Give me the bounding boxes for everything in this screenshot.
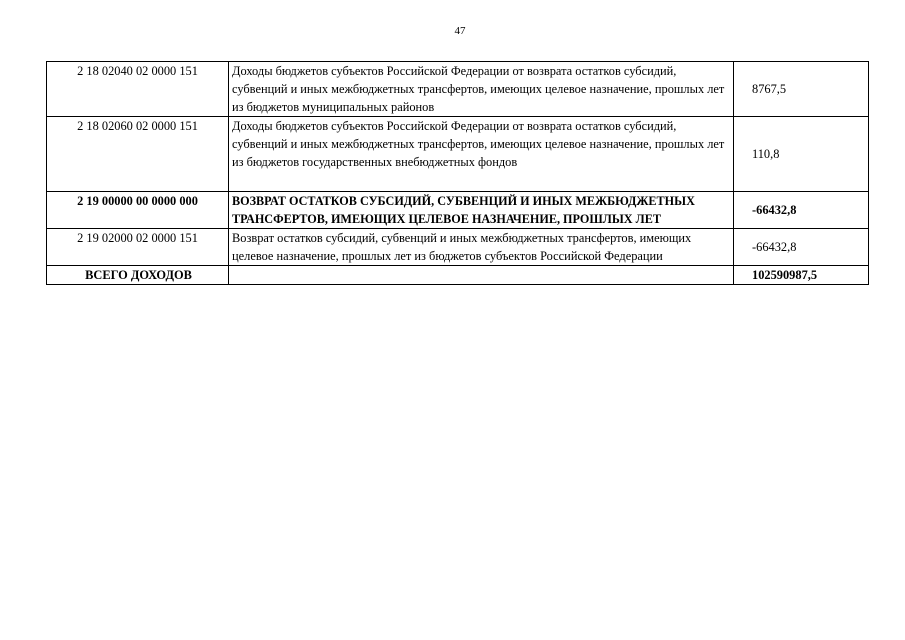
- amount-cell: -66432,8: [734, 229, 869, 266]
- budget-code-cell: 2 19 02000 02 0000 151: [47, 229, 229, 266]
- budget-code-cell: 2 18 02060 02 0000 151: [47, 117, 229, 192]
- revenue-table: [46, 61, 869, 285]
- description-cell: Доходы бюджетов субъектов Российской Федерации от возврата остатков субсидий, субвенций и иных межбюджетных трансфертов, имеющих целевое назначение, прошлых лет из бюджетов муниципальных районов: [229, 62, 734, 117]
- description-cell: Доходы бюджетов субъектов Российской Федерации от возврата остатков субсидий, субвенций и иных межбюджетных трансфертов, имеющих целевое назначение, прошлых лет из бюджетов государственных внебюджетных фондов: [229, 117, 734, 192]
- table-row: [47, 229, 869, 266]
- table-row: [47, 62, 869, 117]
- total-label-cell: ВСЕГО ДОХОДОВ: [47, 266, 229, 285]
- total-description-cell: [229, 266, 734, 285]
- amount-cell: 8767,5: [734, 62, 869, 117]
- budget-code-cell: 2 19 00000 00 0000 000: [47, 192, 229, 229]
- amount-cell: -66432,8: [734, 192, 869, 229]
- table-row: [47, 117, 869, 192]
- budget-code-cell: 2 18 02040 02 0000 151: [47, 62, 229, 117]
- table-row: [47, 192, 869, 229]
- description-cell: ВОЗВРАТ ОСТАТКОВ СУБСИДИЙ, СУБВЕНЦИЙ И ИНЫХ МЕЖБЮДЖЕТНЫХ ТРАНСФЕРТОВ, ИМЕЮЩИХ ЦЕЛЕВОЕ НАЗНАЧЕНИЕ, ПРОШЛЫХ ЛЕТ: [229, 192, 734, 229]
- description-cell: Возврат остатков субсидий, субвенций и иных межбюджетных трансфертов, имеющих целевое назначение, прошлых лет из бюджетов субъектов Российской Федерации: [229, 229, 734, 266]
- total-row: [47, 266, 869, 285]
- page-number: 47: [454, 25, 466, 37]
- amount-cell: 110,8: [734, 117, 869, 192]
- total-amount-cell: 102590987,5: [734, 266, 869, 285]
